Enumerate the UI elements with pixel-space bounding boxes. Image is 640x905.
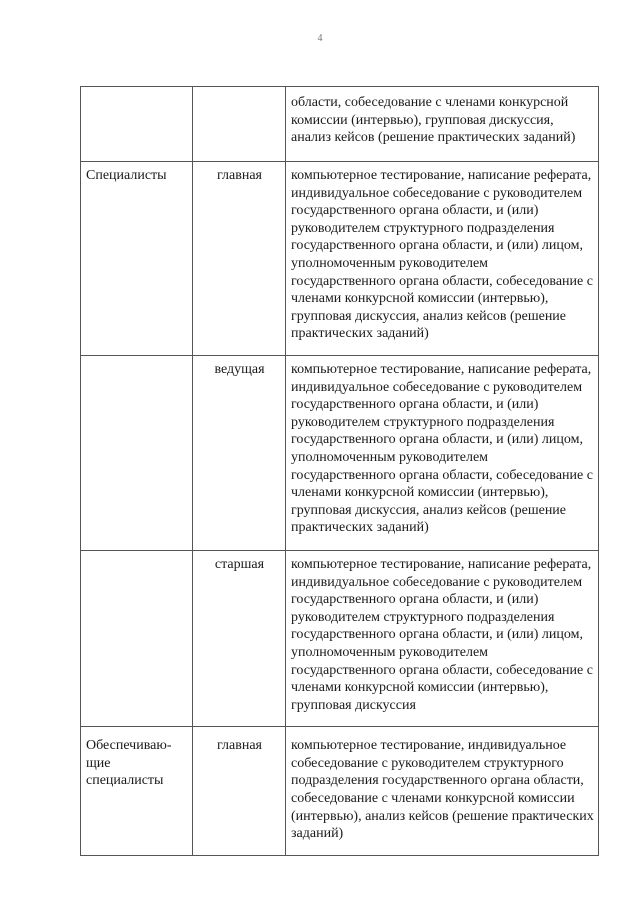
category-cell: [81, 355, 193, 550]
category-cell: Специалисты: [81, 162, 193, 356]
page-number: 4: [317, 33, 323, 44]
table-row: [81, 550, 599, 726]
level-cell: главная: [193, 727, 286, 856]
category-cell: [81, 550, 193, 726]
level-cell: главная: [193, 162, 286, 356]
table-row: [81, 162, 599, 356]
methods-cell: области, собеседование с членами конкурсной комиссии (интервью), групповая дискуссия, анализ кейсов (решение практических заданий): [286, 87, 599, 162]
category-cell: Обеспечиваю-щие специалисты: [81, 727, 193, 856]
methods-cell: компьютерное тестирование, написание реферата, индивидуальное собеседование с руководителем государственного органа области, и (или) руководителем структурного подразделения государственного органа области, и (или) лицом, уполномоченным руководителем государственного органа области, собеседование с членами конкурсной комиссии (интервью), групповая дискуссия: [286, 550, 599, 726]
selection-methods-table: [80, 86, 599, 856]
level-cell: [193, 87, 286, 162]
methods-cell: компьютерное тестирование, написание реферата, индивидуальное собеседование с руководителем государственного органа области, и (или) руководителем структурного подразделения государственного органа области, и (или) лицом, уполномоченным руководителем государственного органа области, собеседование с членами конкурсной комиссии (интервью), групповая дискуссия, анализ кейсов (решение практических заданий): [286, 162, 599, 356]
table-row: [81, 727, 599, 856]
table-row: [81, 87, 599, 162]
methods-cell: компьютерное тестирование, индивидуальное собеседование с руководителем структурного подразделения государственного органа области, собеседование с членами конкурсной комиссии (интервью), анализ кейсов (решение практических заданий): [286, 727, 599, 856]
methods-cell: компьютерное тестирование, написание реферата, индивидуальное собеседование с руководителем государственного органа области, и (или) руководителем структурного подразделения государственного органа области, и (или) лицом, уполномоченным руководителем государственного органа области, собеседование с членами конкурсной комиссии (интервью), групповая дискуссия, анализ кейсов (решение практических заданий): [286, 355, 599, 550]
category-cell: [81, 87, 193, 162]
level-cell: ведущая: [193, 355, 286, 550]
level-cell: старшая: [193, 550, 286, 726]
table-row: [81, 355, 599, 550]
